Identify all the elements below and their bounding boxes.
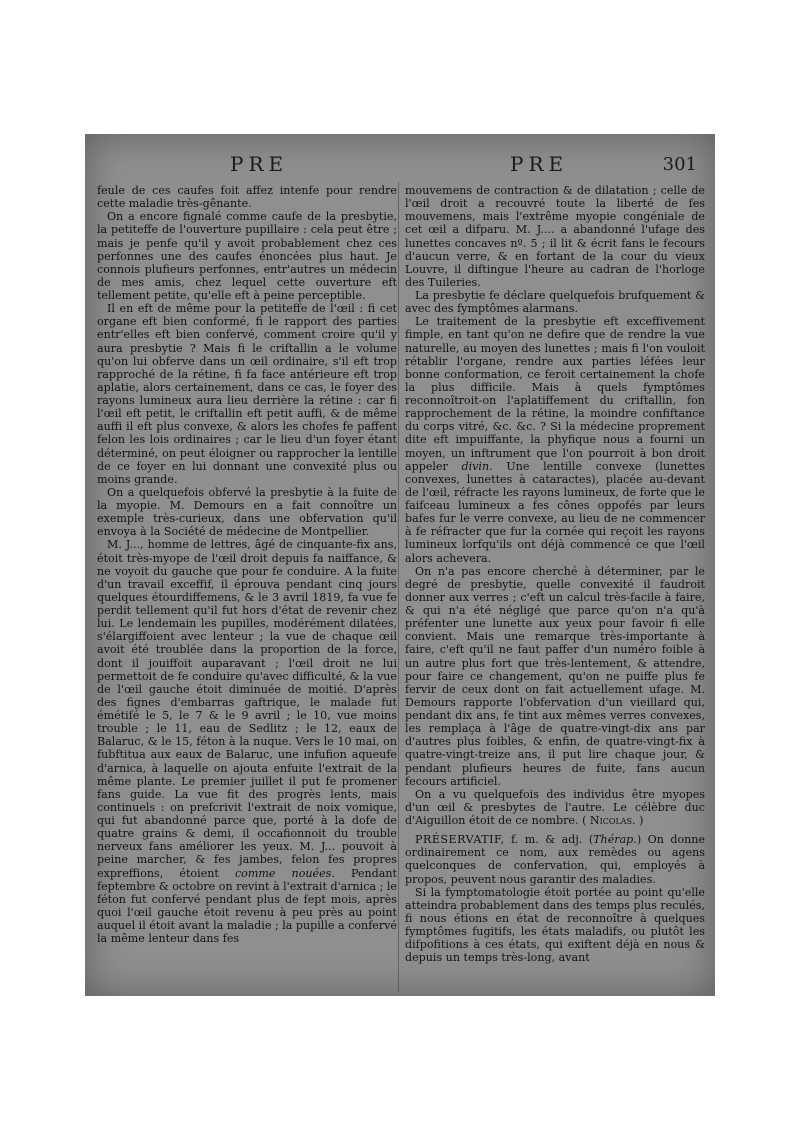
dictionary-entry — [405, 833, 705, 886]
paragraph: On a quelquefois obfervé la presbytie à la fuite de la myopie. M. Demours en a fait connoître un exemple très-curieux, dans une obfervation qu'il envoya à la Société de médecine de Montpellier. — [97, 485, 397, 539]
paragraph — [97, 538, 397, 945]
page-number: 301 — [662, 154, 697, 175]
paragraph: mouvemens de contraction & de dilatation ; celle de l'œil droit a recouvré toute la liberté de fes mouvemens, mais l'extrême myopie congéniale de cet œil a difparu. M. J.... a abandonné l'ufage des lunettes concaves nº. 5 ; il lit & écrit fans le fecours d'aucun verre, & en fortant de la cour du vieux Louvre, il diftingue l'heure au cadran de l'horloge des Tuileries. — [405, 184, 705, 289]
text-run: Le traitement de la presbytie eft exceffivement fimple, en tant qu'on ne defire que de rendre la vue naturelle, au moyen des lunettes ; mais fi l'on vouloit rétablir l'organe, rendre aux parties léfées leur bonne conformation, ce feroit certainement la chofe la plus difficile. Mais à quels fymptômes reconnoîtroit-on l'aplatiffement du criftallin, fon rapprochement de la rétine, la moindre confiftance du corps vitré, &c. &c. ? Si la médecine proprement dite eft impuiffante, la phyfique nous a fourni un moyen, un inftrument que l'on pourroit à bon droit appeler — [405, 315, 705, 473]
text-run: Une lentille convexe (lunettes convexes, lunettes à cataractes), placée au-devant de l'œil, réfracte les rayons lumineux, de forte que le faifceau lumineux a fes cônes oppofés par leurs bafes fur le verre convexe, au lieu de ne commencer à fe réfracter que fur la cornée qui reçoit les rayons lumineux lorfqu'ils ont déjà commencé ce que l'œil alors achevera. — [405, 459, 706, 565]
entry-domain: Thérap. — [593, 833, 637, 847]
paragraph — [405, 315, 705, 564]
italic-word: divin. — [461, 459, 493, 473]
text-run: On a vu quelquefois des individus être myopes d'un œil & presbytes de l'autre. Le célèbre duc d'Aiguillon étoit de ce nombre. — [405, 787, 705, 827]
running-head-left: PRE — [230, 152, 289, 176]
paragraph: On a encore fignalé comme caufe de la presbytie, la petiteffe de l'ouverture pupillaire : cela peut être ; mais je penfe qu'il y avoit probablement chez ces perfonnes une des caufes énoncées plus haut. Je connois plufieurs perfonnes, entr'autres un médecin de mes amis, chez lequel cette ouverture eft tellement petite, qu'elle eft à peine perceptible. — [97, 210, 397, 302]
paragraph: Si la fymptomatologie étoit portée au point qu'elle atteindra probablement dans des temps plus reculés, fi nous étions en état de reconnoître à quelques fymptômes fugitifs, les états maladifs, ou plutôt les difpofitions à ces états, qui exiftent déjà en nous & depuis un temps très-long, avant — [405, 885, 705, 965]
text-run: M. J..., homme de lettres, âgé de cinquante-fix ans, étoit très-myope de l'œil droit depuis fa naiffance, & ne voyoit du gauche que pour fe conduire. A la fuite d'un travail exceffif, il éprouva pendant cinq jours quelques étourdiffemens, & le 3 avril 1819, fa vue fe perdit tellement qu'il fut hors d'état de revenir chez lui. Le lendemain les pupilles, modérément dilatées, s'élargiffoient avec lenteur ; la vue de chaque œil avoit été troublée dans la proportion de la force, dont il jouiffoit auparavant ; l'œil droit ne lui permettoit de fe conduire qu'avec difficulté, & la vue de l'œil gauche étoit diminuée de moitié. D'après des fignes d'embarras gaftrique, le malade fut émétifé le 5, le 7 & le 9 avril ; le 10, vue moins trouble ; le 11, eau de Sedlitz ; le 12, eaux de Balaruc, & le 15, féton à la nuque. Vers le 10 mai, on fubftitua aux eaux de Balaruc, une infufion aqueufe d'arnica, à laquelle on ajouta enfuite l'extrait de la même plante. Le premier juillet il put fe promener fans guide. La vue fit des progrès lents, mais continuels : on prefcrivit l'extrait de noix vomique, qui fut abandonné parce que, porté à la dofe de quatre grains & demi, il occafionnoit du trouble nerveux fans améliorer les yeux. M. J... pouvoit à peine marcher, & fes jambes, felon fes propres expreffions, étoient — [97, 538, 397, 880]
italic-phrase: comme nouées. — [234, 866, 335, 880]
paragraph: feule de ces caufes foit affez intenfe pour rendre cette maladie très-gênante. — [97, 184, 397, 211]
text-run: Pendant feptembre & octobre on revint à l'extrait d'arnica ; le féton fut confervé pendant plus de fept mois, après quoi l'œil gauche étoit revenu à peu près au point auquel il étoit avant la maladie ; la pupille a confervé la même lenteur dans fes — [97, 866, 397, 946]
entry-headword: PRÉSERVATIF, — [415, 833, 505, 847]
entry-grammar: f. m. & adj. ( — [511, 833, 594, 847]
book-page — [85, 134, 715, 996]
paragraph — [405, 788, 705, 827]
entry-definition: ) On donne ordinairement ce nom, aux remèdes ou agens quelconques de confervation, qui, employés à propos, peuvent nous garantir des maladies. — [405, 833, 705, 886]
paragraph: La presbytie fe déclare quelquefois brufquement & avec des fymptômes alarmans. — [405, 289, 705, 316]
paragraph: On n'a pas encore cherché à déterminer, par le degré de presbytie, quelle convexité il faudroit donner aux verres ; c'eft un calcul très-facile à faire, & qui n'a été négligé que parce qu'on n'a qu'à préfenter une lunette aux yeux pour favoir fi elle convient. Mais une remarque très-importante à faire, c'eft qu'il ne faut paffer d'un numéro foible à un autre plus fort que très-lentement, & attendre, pour faire ce changement, qu'on ne puiffe plus fe fervir de ceux dont on fait actuellement ufage. M. Demours rapporte l'obfervation d'un vieillard qui, pendant dix ans, fe tint aux mêmes verres convexes, les remplaça à l'âge de quatre-vingt-dix ans par d'autres plus foibles, & enfin, de quatre-vingt-fix à quatre-vingt-treize ans, il put lire chaque jour, & pendant plufieurs heures de fuite, fans aucun fecours artificiel. — [405, 564, 705, 788]
paragraph: Il en eft de même pour la petiteffe de l'œil : fi cet organe eft bien conformé, fi le rapport des parties entr'elles eft bien confervé, comment croire qu'il y aura presbytie ? Mais fi le criftallin a le volume qu'on lui obferve dans un œil ordinaire, s'il eft trop rapproché de la rétine, fi fa face antérieure eft trop aplatie, alors certainement, dans ce cas, le foyer des rayons lumineux aura lieu derrière la rétine : car fi l'œil eft petit, le criftallin eft petit auffi, & de même auffi il eft plus convexe, & alors les chofes fe paffent felon les lois ordinaires ; car le lieu d'un foyer étant déterminé, on peut éloigner ou rapprocher la lentille de ce foyer en lui donnant une convexité plus ou moins grande. — [97, 302, 397, 486]
author-signature: ( Nicolas. ) — [582, 814, 644, 827]
right-column — [405, 184, 705, 964]
page-header — [85, 152, 715, 176]
left-column — [97, 184, 397, 945]
running-head-right: PRE — [510, 152, 569, 176]
column-divider — [398, 182, 399, 992]
